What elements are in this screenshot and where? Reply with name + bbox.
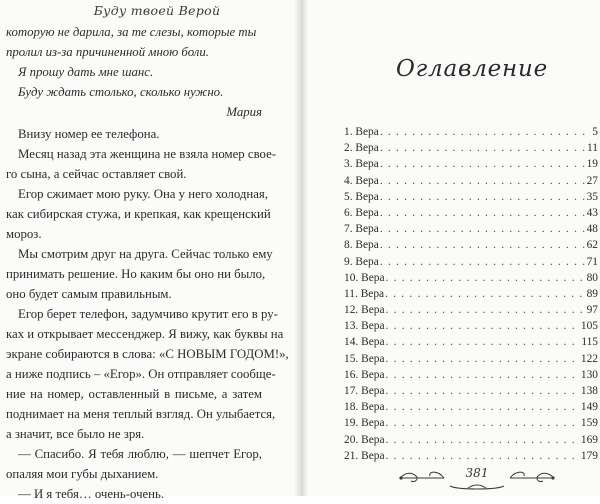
text-line: Месяц назад эта женщина не взяла номер свое- [18,147,277,161]
toc-entry[interactable]: 15. Вера . . . 122 [344,351,598,367]
leader-dots [386,318,579,334]
text-line: го сына, а сейчас оставляет свой. [6,167,187,181]
text-line: — Спасибо. Я тебя люблю, — шепчет Егор, [18,447,262,461]
toc-entry[interactable]: 13. Вера . . . 105 [344,318,598,334]
toc-entry[interactable]: 3. Вера . . . 19 [344,156,598,172]
toc-entry[interactable]: 10. Вера . . . 80 [344,270,598,286]
leader-dots [386,367,579,383]
letter-excerpt [6,22,262,122]
toc-entry[interactable]: 19. Вера . . . 159 [344,415,598,431]
toc-entry[interactable]: 1. Вера . . . 5 [344,124,598,140]
text-line: принимать решение. Но каким бы оно ни было, [6,267,266,281]
left-page [0,0,300,501]
text-line: оно будет самым правильным. [6,287,172,301]
leader-dots [380,156,585,172]
text-line: Внизу номер ее телефона. [18,127,160,141]
leader-dots [385,286,585,302]
leader-dots [380,189,585,205]
text-line: поднимает на меня теплый взгляд. Он улыбается, [6,407,276,421]
text-line: Егор сжимает мою руку. Она у него холодная, [18,187,269,201]
toc-entry[interactable]: 20. Вера . . . 169 [344,432,598,448]
leader-dots [386,432,579,448]
text-line: Мы смотрим друг на друга. Сейчас только ему [18,247,273,261]
toc-entry[interactable]: 6. Вера . . . 43 [344,205,598,221]
running-header: Буду твоей Верой [93,3,221,18]
text-line: — И я тебя… очень-очень. [18,487,165,501]
text-line: опаляя мои губы дыханием. [6,467,159,481]
leader-dots [386,399,579,415]
toc-entry[interactable]: 14. Вера . . . 115 [344,334,598,350]
toc-title: Оглавление [395,56,549,82]
leader-dots [380,237,585,253]
toc-entry[interactable]: 5. Вера . . . 35 [344,189,598,205]
leader-dots [380,173,585,189]
page-number: 381 [465,466,489,480]
text-line: а значит, все было не зря. [6,427,145,441]
toc-entry[interactable]: 2. Вера . . . 11 [344,140,598,156]
book-gutter [294,0,308,496]
leader-dots [386,302,585,318]
leader-dots [380,205,585,221]
text-line: мороз. [6,227,42,241]
body-text [6,124,289,504]
leader-dots [386,383,579,399]
toc-entry[interactable]: 16. Вера . . . 130 [344,367,598,383]
toc-entry[interactable]: 8. Вера . . . 62 [344,237,598,253]
toc-entry[interactable]: 21. Вера . . . 179 [344,448,598,464]
letter-line: которую не дарила, за те слезы, которые ты [6,25,257,39]
text-line: экране собираются в слова: «С НОВЫМ ГОДОМ!», [6,347,289,361]
letter-signature: Мария [226,105,262,119]
toc-entry[interactable]: 7. Вера . . . 48 [344,221,598,237]
toc-entry[interactable]: 11. Вера . . . 89 [344,286,598,302]
text-line: ние на номер, оставленный в письме, а затем [6,387,262,401]
leader-dots [386,334,580,350]
toc-entry[interactable]: 12. Вера . . . 97 [344,302,598,318]
letter-line: Я прошу дать мне шанс. [18,65,154,79]
text-line: как сибирская стужа, и крепкая, как крещенский [6,207,271,221]
text-line: ках и открывает мессенджер. Я вижу, как буквы на [6,327,284,341]
leader-dots [380,221,585,237]
leader-dots [380,140,585,156]
leader-dots [386,351,579,367]
table-of-contents [344,124,598,464]
text-line: а ниже подпись – «Егор». Он отправляет сообще- [6,367,276,381]
leader-dots [380,124,590,140]
toc-entry[interactable]: 18. Вера . . . 149 [344,399,598,415]
toc-entry[interactable]: 9. Вера . . . 71 [344,254,598,270]
toc-entry[interactable]: 4. Вера . . . 27 [344,173,598,189]
toc-entry[interactable]: 17. Вера . . . 138 [344,383,598,399]
leader-dots [386,270,585,286]
text-line: Егор берет телефон, задумчиво крутит его в ру- [18,307,278,321]
leader-dots [386,415,579,431]
leader-dots [380,254,585,270]
letter-line: Буду ждать столько, сколько нужно. [18,85,224,99]
letter-line: пролил из-за причиненной мною боли. [6,45,209,59]
